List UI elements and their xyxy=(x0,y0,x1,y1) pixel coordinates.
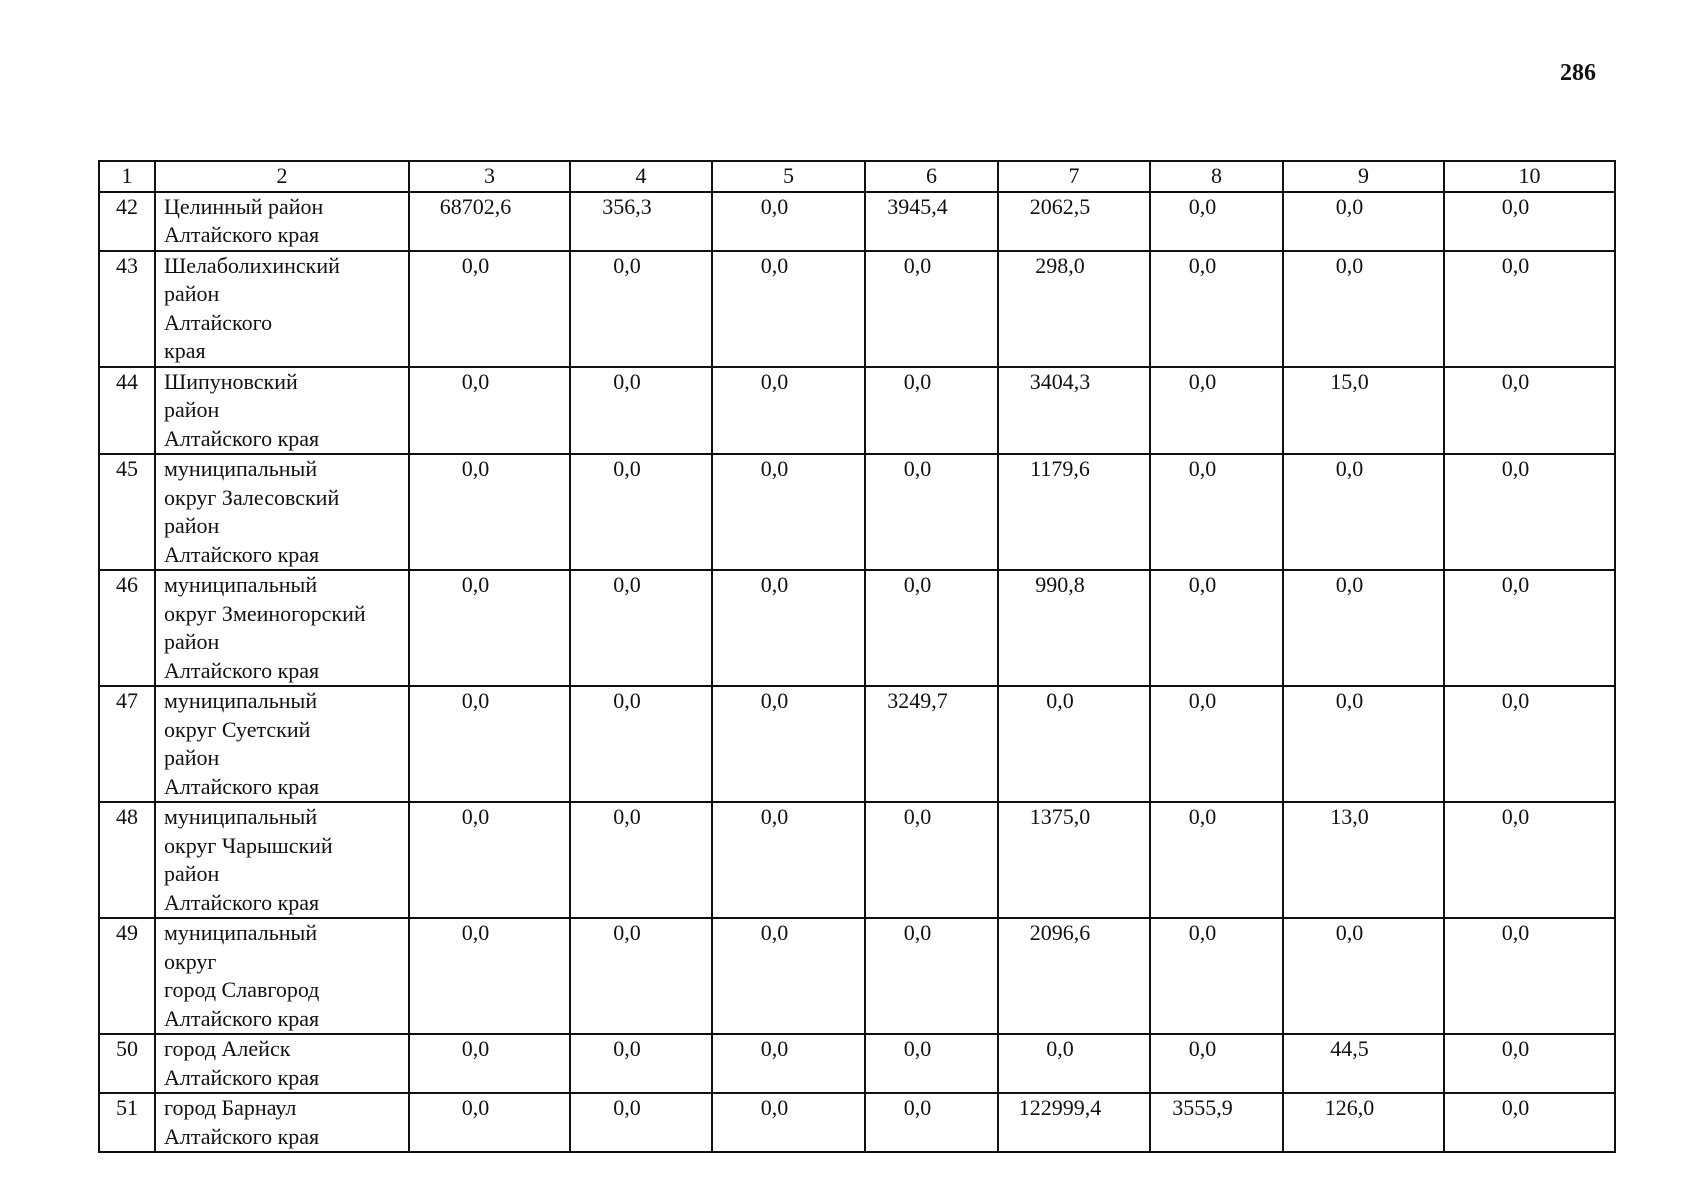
value-cell-col-10: 0,0 xyxy=(1444,454,1615,570)
value-cell-col-8: 0,0 xyxy=(1150,686,1283,802)
value-cell-col-9: 13,0 xyxy=(1283,802,1444,918)
municipality-name xyxy=(155,802,409,918)
value-cell-col-4: 0,0 xyxy=(570,570,712,686)
value-cell-col-7: 1375,0 xyxy=(998,802,1150,918)
municipality-name xyxy=(155,1034,409,1093)
value-cell-col-10: 0,0 xyxy=(1444,1034,1615,1093)
table-row xyxy=(99,570,1615,686)
municipality-name-line: город Барнаул xyxy=(164,1095,297,1120)
table-row xyxy=(99,1093,1615,1152)
column-header-1: 1 xyxy=(99,161,155,192)
value-cell-col-3: 68702,6 xyxy=(409,192,570,251)
value-cell-col-10: 0,0 xyxy=(1444,367,1615,455)
value-cell-col-5: 0,0 xyxy=(712,367,865,455)
value-cell-col-4: 0,0 xyxy=(570,251,712,367)
municipality-name-line: Алтайского края xyxy=(164,425,320,451)
value-cell-col-3: 0,0 xyxy=(409,251,570,367)
table-header xyxy=(99,161,1615,192)
value-cell-col-6: 0,0 xyxy=(865,802,998,918)
value-cell-col-6: 0,0 xyxy=(865,918,998,1034)
municipality-name-line: район xyxy=(164,745,220,770)
header-row xyxy=(99,161,1615,192)
value-cell-col-7: 122999,4 xyxy=(998,1093,1150,1152)
municipality-name-line: район xyxy=(164,513,220,538)
value-cell-col-7: 298,0 xyxy=(998,251,1150,367)
value-cell-col-8: 0,0 xyxy=(1150,251,1283,367)
value-cell-col-5: 0,0 xyxy=(712,686,865,802)
municipality-name-line: район xyxy=(164,281,220,306)
value-cell-col-7: 0,0 xyxy=(998,1034,1150,1093)
column-header-6: 6 xyxy=(865,161,998,192)
municipality-name-line: город Славгород xyxy=(164,977,320,1002)
table-row xyxy=(99,454,1615,570)
value-cell-col-9: 15,0 xyxy=(1283,367,1444,455)
table-row xyxy=(99,367,1615,455)
municipality-name-line: Целинный район xyxy=(164,193,324,219)
value-cell-col-10: 0,0 xyxy=(1444,802,1615,918)
value-cell-col-5: 0,0 xyxy=(712,454,865,570)
value-cell-col-10: 0,0 xyxy=(1444,1093,1615,1152)
value-cell-col-3: 0,0 xyxy=(409,570,570,686)
value-cell-col-9: 0,0 xyxy=(1283,251,1444,367)
municipality-name-line: район xyxy=(164,629,220,654)
value-cell-col-7: 990,8 xyxy=(998,570,1150,686)
value-cell-col-4: 0,0 xyxy=(570,918,712,1034)
municipality-name-line: муниципальный xyxy=(164,920,318,945)
value-cell-col-9: 0,0 xyxy=(1283,686,1444,802)
municipality-name xyxy=(155,367,409,455)
municipality-name xyxy=(155,1093,409,1152)
value-cell-col-3: 0,0 xyxy=(409,1093,570,1152)
value-cell-col-6: 3249,7 xyxy=(865,686,998,802)
value-cell-col-3: 0,0 xyxy=(409,686,570,802)
value-cell-col-4: 0,0 xyxy=(570,802,712,918)
value-cell-col-10: 0,0 xyxy=(1444,251,1615,367)
value-cell-col-5: 0,0 xyxy=(712,570,865,686)
row-number: 48 xyxy=(99,802,155,918)
value-cell-col-7: 1179,6 xyxy=(998,454,1150,570)
municipality-name-line: края xyxy=(164,338,206,363)
column-header-9: 9 xyxy=(1283,161,1444,192)
value-cell-col-6: 0,0 xyxy=(865,570,998,686)
value-cell-col-5: 0,0 xyxy=(712,192,865,251)
value-cell-col-10: 0,0 xyxy=(1444,918,1615,1034)
column-header-7: 7 xyxy=(998,161,1150,192)
row-number: 50 xyxy=(99,1034,155,1093)
table-row xyxy=(99,918,1615,1034)
municipality-name-line: округ xyxy=(164,948,217,974)
municipality-name-line: Алтайского xyxy=(164,309,273,335)
table-row xyxy=(99,686,1615,802)
municipality-name-line: Алтайского края xyxy=(164,222,320,247)
value-cell-col-10: 0,0 xyxy=(1444,686,1615,802)
value-cell-col-8: 0,0 xyxy=(1150,454,1283,570)
table-row xyxy=(99,192,1615,251)
value-cell-col-8: 0,0 xyxy=(1150,802,1283,918)
row-number: 46 xyxy=(99,570,155,686)
value-cell-col-3: 0,0 xyxy=(409,802,570,918)
municipality-name-line: округ Чарышский xyxy=(164,832,333,858)
municipality-name-line: муниципальный xyxy=(164,804,318,829)
value-cell-col-7: 2062,5 xyxy=(998,192,1150,251)
value-cell-col-8: 0,0 xyxy=(1150,1034,1283,1093)
value-cell-col-5: 0,0 xyxy=(712,918,865,1034)
value-cell-col-4: 0,0 xyxy=(570,367,712,455)
value-cell-col-4: 0,0 xyxy=(570,686,712,802)
value-cell-col-3: 0,0 xyxy=(409,454,570,570)
value-cell-col-8: 0,0 xyxy=(1150,918,1283,1034)
value-cell-col-9: 0,0 xyxy=(1283,454,1444,570)
municipality-name xyxy=(155,686,409,802)
value-cell-col-5: 0,0 xyxy=(712,1093,865,1152)
municipality-name-line: Шелаболихинский xyxy=(164,252,340,278)
value-cell-col-5: 0,0 xyxy=(712,802,865,918)
value-cell-col-8: 0,0 xyxy=(1150,192,1283,251)
municipality-name-line: Алтайского края xyxy=(164,541,320,567)
municipality-name-line: муниципальный xyxy=(164,688,318,713)
municipality-name-line: округ Суетский xyxy=(164,716,311,742)
value-cell-col-6: 0,0 xyxy=(865,1093,998,1152)
value-cell-col-7: 0,0 xyxy=(998,686,1150,802)
value-cell-col-4: 0,0 xyxy=(570,454,712,570)
page-number: 286 xyxy=(1560,60,1596,86)
value-cell-col-8: 0,0 xyxy=(1150,570,1283,686)
data-table xyxy=(98,160,1616,1153)
value-cell-col-8: 3555,9 xyxy=(1150,1093,1283,1152)
value-cell-col-9: 0,0 xyxy=(1283,918,1444,1034)
row-number: 51 xyxy=(99,1093,155,1152)
municipality-name-line: округ Змеиногорский xyxy=(164,600,366,626)
column-header-10: 10 xyxy=(1444,161,1615,192)
municipality-name xyxy=(155,570,409,686)
municipality-name-line: район xyxy=(164,397,220,422)
column-header-4: 4 xyxy=(570,161,712,192)
row-number: 45 xyxy=(99,454,155,570)
value-cell-col-7: 3404,3 xyxy=(998,367,1150,455)
value-cell-col-9: 0,0 xyxy=(1283,192,1444,251)
municipality-name xyxy=(155,192,409,251)
value-cell-col-4: 0,0 xyxy=(570,1093,712,1152)
municipality-name-line: Шипуновский xyxy=(164,368,298,394)
value-cell-col-3: 0,0 xyxy=(409,1034,570,1093)
municipality-name-line: муниципальный xyxy=(164,456,318,481)
table-row xyxy=(99,802,1615,918)
value-cell-col-9: 0,0 xyxy=(1283,570,1444,686)
municipality-name-line: город Алейск xyxy=(164,1036,291,1061)
row-number: 44 xyxy=(99,367,155,455)
value-cell-col-10: 0,0 xyxy=(1444,192,1615,251)
table-row xyxy=(99,1034,1615,1093)
table-body xyxy=(99,192,1615,1153)
value-cell-col-5: 0,0 xyxy=(712,251,865,367)
municipality-name xyxy=(155,251,409,367)
municipality-name-line: Алтайского края xyxy=(164,773,320,799)
value-cell-col-7: 2096,6 xyxy=(998,918,1150,1034)
municipality-name-line: Алтайского края xyxy=(164,1064,320,1090)
value-cell-col-6: 0,0 xyxy=(865,251,998,367)
column-header-8: 8 xyxy=(1150,161,1283,192)
municipality-name-line: Алтайского края xyxy=(164,657,320,683)
municipality-name xyxy=(155,918,409,1034)
value-cell-col-3: 0,0 xyxy=(409,367,570,455)
row-number: 49 xyxy=(99,918,155,1034)
municipality-name-line: Алтайского края xyxy=(164,1123,320,1149)
value-cell-col-9: 44,5 xyxy=(1283,1034,1444,1093)
municipality-name-line: Алтайского края xyxy=(164,889,320,915)
row-number: 47 xyxy=(99,686,155,802)
municipality-name-line: Алтайского края xyxy=(164,1005,320,1031)
row-number: 42 xyxy=(99,192,155,251)
value-cell-col-4: 0,0 xyxy=(570,1034,712,1093)
value-cell-col-6: 0,0 xyxy=(865,1034,998,1093)
value-cell-col-5: 0,0 xyxy=(712,1034,865,1093)
value-cell-col-6: 0,0 xyxy=(865,454,998,570)
row-number: 43 xyxy=(99,251,155,367)
value-cell-col-8: 0,0 xyxy=(1150,367,1283,455)
municipality-name-line: округ Залесовский xyxy=(164,484,340,510)
value-cell-col-6: 0,0 xyxy=(865,367,998,455)
value-cell-col-6: 3945,4 xyxy=(865,192,998,251)
municipality-name xyxy=(155,454,409,570)
column-header-3: 3 xyxy=(409,161,570,192)
municipality-name-line: муниципальный xyxy=(164,572,318,597)
column-header-2: 2 xyxy=(155,161,409,192)
value-cell-col-9: 126,0 xyxy=(1283,1093,1444,1152)
value-cell-col-4: 356,3 xyxy=(570,192,712,251)
column-header-5: 5 xyxy=(712,161,865,192)
value-cell-col-3: 0,0 xyxy=(409,918,570,1034)
table-row xyxy=(99,251,1615,367)
value-cell-col-10: 0,0 xyxy=(1444,570,1615,686)
municipality-name-line: район xyxy=(164,861,220,886)
